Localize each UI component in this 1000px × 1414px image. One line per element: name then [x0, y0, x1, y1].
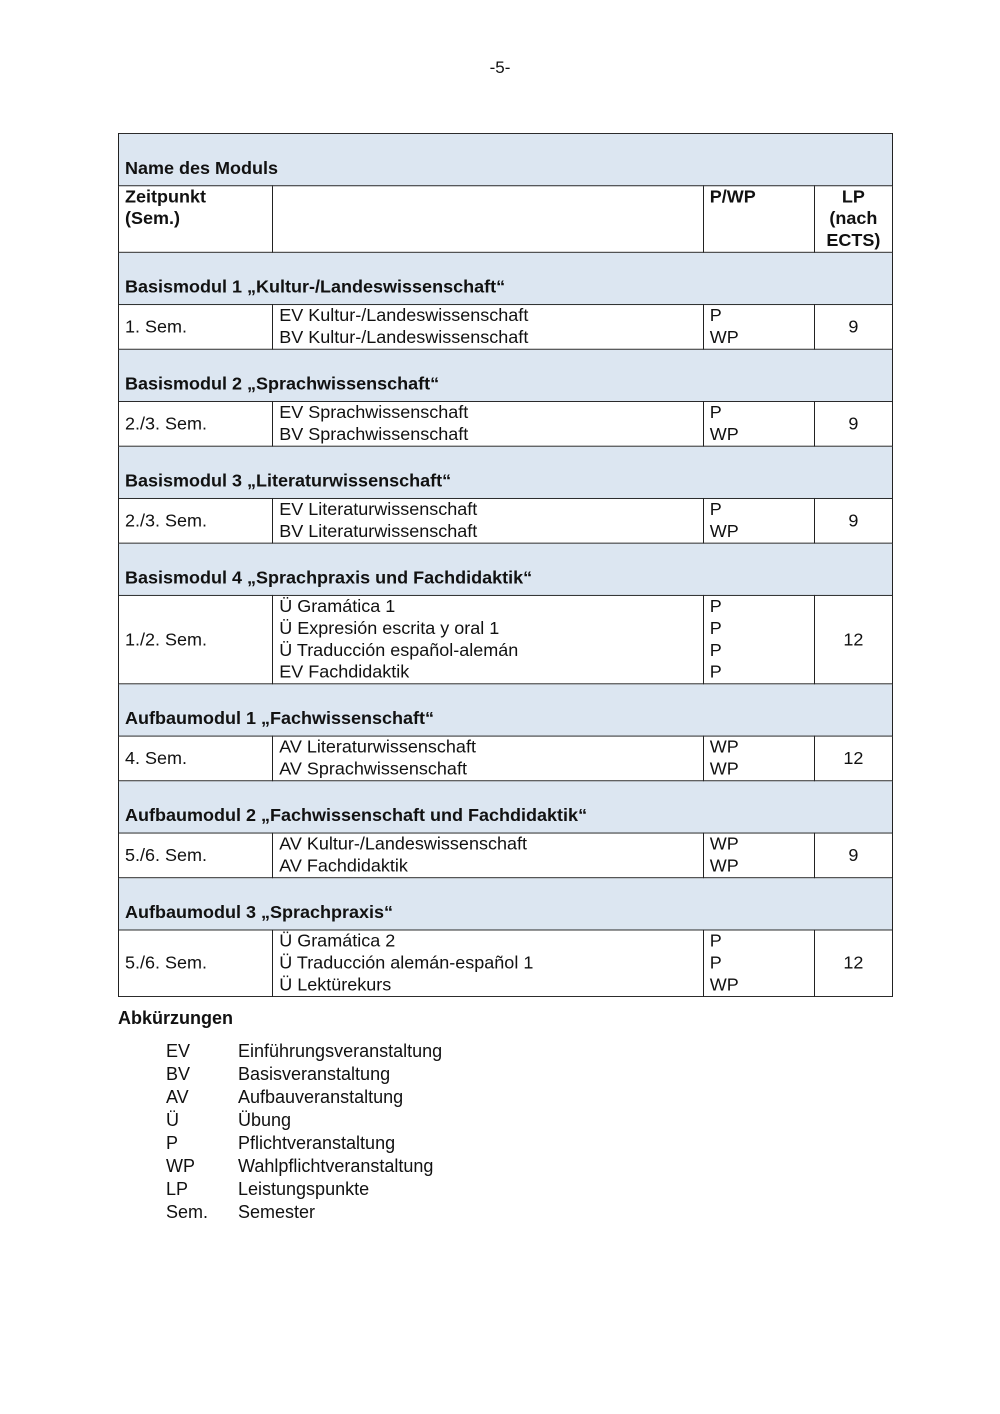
module-name-row: [119, 543, 893, 595]
abbreviation-long: Basisveranstaltung: [238, 1064, 391, 1084]
module-course-types: [703, 498, 814, 543]
module-detail-row: [119, 736, 893, 781]
course-type: WP: [709, 737, 739, 757]
module-courses: [273, 305, 704, 350]
module-detail-row: [119, 595, 893, 683]
course-type: WP: [709, 975, 739, 995]
module-name-row: [119, 684, 893, 736]
table-header-row: [119, 186, 893, 253]
header-time: [119, 186, 273, 253]
course-item: BV Kultur-/Landeswissenschaft: [279, 327, 529, 347]
module-courses: [273, 930, 704, 997]
abbreviations-list: [166, 1040, 442, 1224]
module-semester: 2./3. Sem.: [119, 498, 273, 543]
module-lp: 9: [814, 498, 892, 543]
module-semester: 5./6. Sem.: [119, 930, 273, 997]
module-semester: 2./3. Sem.: [119, 402, 273, 447]
course-type: WP: [709, 759, 739, 779]
module-semester: 1./2. Sem.: [119, 595, 273, 683]
module-lp: 9: [814, 305, 892, 350]
abbreviation-long: Leistungspunkte: [238, 1179, 370, 1199]
table-title-row: [119, 133, 893, 185]
module-name-row: [119, 252, 893, 304]
abbreviation-row: [166, 1178, 442, 1201]
course-type: P: [709, 402, 722, 422]
abbreviation-short: Ü: [166, 1110, 179, 1130]
module-courses: [273, 498, 704, 543]
abbreviation-long: Semester: [238, 1202, 316, 1222]
course-item: Ü Gramática 2: [279, 931, 396, 951]
module-name: Aufbaumodul 2 „Fachwissenschaft und Fachdidaktik“: [119, 781, 893, 833]
course-type: P: [709, 953, 722, 973]
course-item: EV Fachdidaktik: [279, 662, 410, 682]
module-courses: [273, 736, 704, 781]
course-type: WP: [709, 834, 739, 854]
module-course-types: [703, 305, 814, 350]
module-name-row: [119, 446, 893, 498]
abbreviation-short: P: [166, 1133, 179, 1153]
abbreviation-row: [166, 1063, 442, 1086]
abbreviation-short: Sem.: [166, 1202, 209, 1222]
abbreviation-row: [166, 1040, 442, 1063]
module-name: Basismodul 3 „Literaturwissenschaft“: [119, 446, 893, 498]
abbreviation-long: Aufbauveranstaltung: [238, 1087, 404, 1107]
header-pwp: P/WP: [703, 186, 814, 253]
course-item: BV Sprachwissenschaft: [279, 424, 469, 444]
course-type: P: [709, 662, 722, 682]
module-name: Basismodul 4 „Sprachpraxis und Fachdidaktik“: [119, 543, 893, 595]
course-type: WP: [709, 856, 739, 876]
module-courses: [273, 833, 704, 878]
course-type: P: [709, 618, 722, 638]
module-course-types: [703, 930, 814, 997]
abbreviation-long: Pflichtveranstaltung: [238, 1133, 396, 1153]
table-title: Name des Moduls: [119, 133, 893, 185]
abbreviations-title: Abkürzungen: [118, 1008, 233, 1028]
course-item: Ü Traducción alemán-español 1: [279, 953, 534, 973]
header-lp-line: ECTS): [826, 230, 881, 250]
abbreviation-row: [166, 1109, 442, 1132]
course-item: Ü Traducción español-alemán: [279, 640, 519, 660]
module-lp: 12: [814, 930, 892, 997]
course-type: WP: [709, 327, 739, 347]
course-type: P: [709, 499, 722, 519]
header-lp-line: (nach: [829, 209, 878, 229]
header-time-line: (Sem.): [125, 209, 181, 229]
abbreviation-short: EV: [166, 1041, 191, 1061]
module-detail-row: [119, 930, 893, 997]
module-name: Aufbaumodul 3 „Sprachpraxis“: [119, 878, 893, 930]
course-item: AV Literaturwissenschaft: [279, 737, 476, 757]
module-detail-row: [119, 498, 893, 543]
module-courses: [273, 402, 704, 447]
course-item: Ü Expresión escrita y oral 1: [279, 618, 500, 638]
abbreviation-row: [166, 1155, 442, 1178]
course-type: P: [709, 596, 722, 616]
course-type: P: [709, 931, 722, 951]
module-name: Aufbaumodul 1 „Fachwissenschaft“: [119, 684, 893, 736]
abbreviation-short: AV: [166, 1087, 189, 1107]
course-item: AV Fachdidaktik: [279, 856, 408, 876]
course-item: AV Sprachwissenschaft: [279, 759, 467, 779]
page-number: -5-: [489, 58, 511, 77]
header-courses: [273, 186, 704, 253]
module-course-types: [703, 402, 814, 447]
header-time-line: Zeitpunkt: [125, 187, 206, 207]
module-name: Basismodul 1 „Kultur-/Landeswissenschaft“: [119, 252, 893, 304]
module-detail-row: [119, 833, 893, 878]
abbreviation-short: WP: [166, 1156, 195, 1176]
module-courses: [273, 595, 704, 683]
course-item: BV Literaturwissenschaft: [279, 521, 478, 541]
abbreviation-short: LP: [166, 1179, 189, 1199]
course-item: EV Kultur-/Landeswissenschaft: [279, 305, 529, 325]
module-semester: 5./6. Sem.: [119, 833, 273, 878]
course-type: P: [709, 305, 722, 325]
course-item: Ü Lektürekurs: [279, 975, 392, 995]
module-lp: 9: [814, 833, 892, 878]
module-semester: 1. Sem.: [119, 305, 273, 350]
module-course-types: [703, 595, 814, 683]
course-type: WP: [709, 521, 739, 541]
abbreviation-long: Wahlpflichtveranstaltung: [238, 1156, 434, 1176]
header-lp-line: LP: [841, 187, 865, 207]
module-detail-row: [119, 402, 893, 447]
module-detail-row: [119, 305, 893, 350]
abbreviation-long: Einführungsveranstaltung: [238, 1041, 443, 1061]
abbreviation-row: [166, 1201, 442, 1224]
module-name-row: [119, 878, 893, 930]
module-lp: 9: [814, 402, 892, 447]
module-course-types: [703, 833, 814, 878]
module-lp: 12: [814, 736, 892, 781]
abbreviation-long: Übung: [238, 1110, 292, 1130]
module-course-types: [703, 736, 814, 781]
abbreviation-row: [166, 1086, 442, 1109]
course-item: AV Kultur-/Landeswissenschaft: [279, 834, 527, 854]
course-type: WP: [709, 424, 739, 444]
module-name-row: [119, 781, 893, 833]
module-name: Basismodul 2 „Sprachwissenschaft“: [119, 349, 893, 401]
module-table: [118, 133, 893, 997]
module-lp: 12: [814, 595, 892, 683]
module-semester: 4. Sem.: [119, 736, 273, 781]
course-type: P: [709, 640, 722, 660]
course-item: EV Literaturwissenschaft: [279, 499, 478, 519]
course-item: Ü Gramática 1: [279, 596, 396, 616]
abbreviation-short: BV: [166, 1064, 191, 1084]
abbreviation-row: [166, 1132, 442, 1155]
header-lp: [814, 186, 892, 253]
course-item: EV Sprachwissenschaft: [279, 402, 469, 422]
module-name-row: [119, 349, 893, 401]
